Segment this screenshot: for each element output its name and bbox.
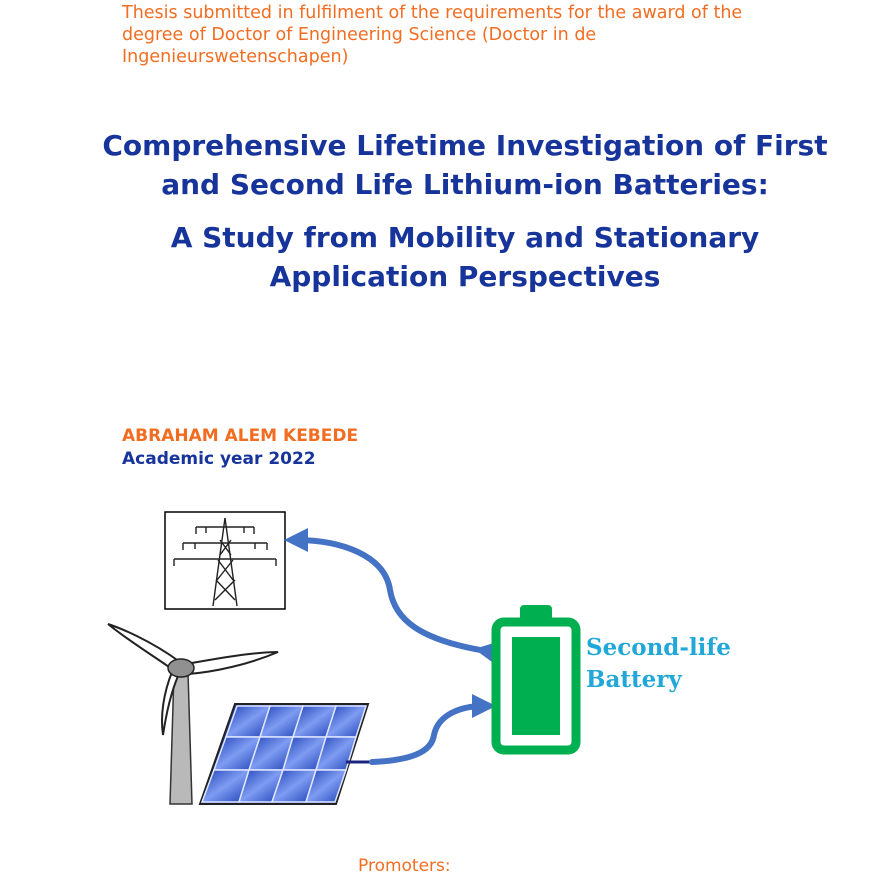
battery-label-line-2: Battery: [586, 666, 682, 693]
battery-label: [586, 632, 731, 696]
battery-label-line-1: Second-life: [586, 634, 731, 661]
transmission-tower-icon: [165, 512, 285, 609]
title-line-4: Application Perspectives: [269, 260, 661, 293]
solar-panel-icon: [200, 704, 372, 804]
title-line-3: A Study from Mobility and Stationary: [170, 221, 760, 254]
promoters-label: Promoters:: [358, 856, 451, 876]
academic-year: Academic year 2022: [122, 449, 316, 469]
title-line-2: and Second Life Lithium-ion Batteries:: [161, 168, 769, 201]
subtitle-line-2: degree of Doctor of Engineering Science (Doctor in de: [122, 25, 597, 45]
battery-icon: [496, 605, 576, 750]
subtitle-line-1: Thesis submitted in fulfilment of the requirements for the award of the: [122, 3, 743, 23]
subtitle-line-3: Ingenieurswetenschapen): [122, 47, 349, 67]
author-name: ABRAHAM ALEM KEBEDE: [122, 426, 359, 446]
title-line-1: Comprehensive Lifetime Investigation of First: [102, 129, 828, 162]
